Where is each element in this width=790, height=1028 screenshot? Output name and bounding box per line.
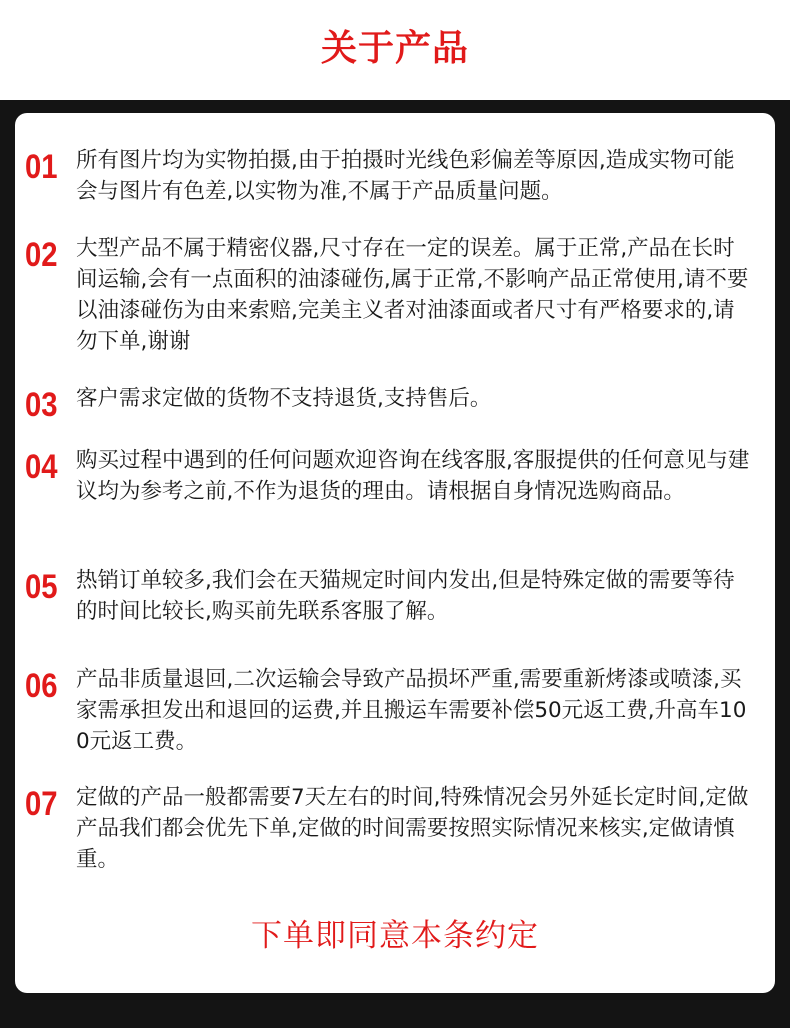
term-number: 04 — [25, 448, 58, 486]
term-number: 05 — [25, 568, 58, 606]
term-number: 03 — [25, 386, 58, 424]
term-text: 产品非质量退回,二次运输会导致产品损坏严重,需要重新烤漆或喷漆,买家需承担发出和退回的运费,并且搬运车需要补偿50元返工费,升高车100元返工费。 — [76, 667, 747, 754]
agreement-notice: 下单即同意本条约定 — [251, 918, 539, 954]
page-title: 关于产品 — [320, 28, 469, 69]
term-text: 客户需求定做的货物不支持退货,支持售后。 — [76, 386, 492, 411]
term-number: 07 — [25, 785, 58, 823]
term-number: 01 — [25, 148, 58, 186]
term-text: 热销订单较多,我们会在天猫规定时间内发出,但是特殊定做的需要等待的时间比较长,购买前先联系客服了解。 — [76, 568, 735, 624]
term-number: 06 — [25, 667, 58, 705]
term-text: 大型产品不属于精密仪器,尺寸存在一定的误差。属于正常,产品在长时间运输,会有一点面积的油漆碰伤,属于正常,不影响产品正常使用,请不要以油漆碰伤为由来索赔,完美主义者对油漆面或者尺寸有严格要求的,请勿下单,谢谢 — [76, 236, 749, 354]
term-number: 02 — [25, 236, 58, 274]
term-text: 所有图片均为实物拍摄,由于拍摄时光线色彩偏差等原因,造成实物可能会与图片有色差,以实物为准,不属于产品质量问题。 — [76, 148, 735, 204]
term-text: 定做的产品一般都需要7天左右的时间,特殊情况会另外延长定时间,定做产品我们都会优先下单,定做的时间需要按照实际情况来核实,定做请慎重。 — [76, 785, 749, 872]
header — [0, 0, 790, 100]
term-text: 购买过程中遇到的任何问题欢迎咨询在线客服,客服提供的任何意见与建议均为参考之前,不作为退货的理由。请根据自身情况选购商品。 — [76, 448, 750, 504]
